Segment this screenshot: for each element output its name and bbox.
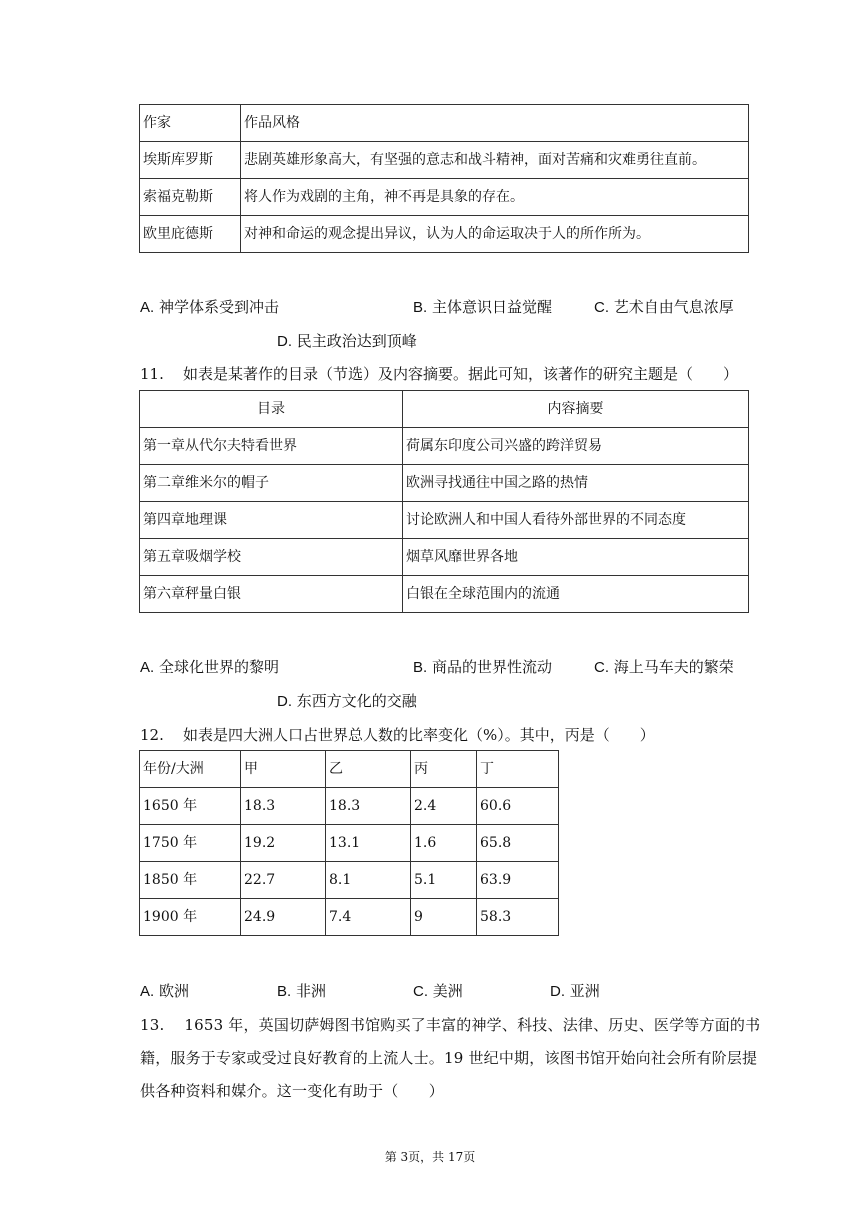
table-cell: 5.1 — [411, 862, 477, 899]
option-letter: B. — [413, 299, 428, 316]
table-cell: 将人作为戏剧的主角，神不再是具象的存在。 — [241, 179, 749, 216]
table-cell: 甲 — [241, 751, 326, 788]
q11-table — [139, 390, 749, 613]
table-cell: 13.1 — [326, 825, 411, 862]
table-cell: 作品风格 — [241, 105, 749, 142]
table-cell: 24.9 — [241, 899, 326, 936]
q13-line-3: 供各种资料和媒介。这一变化有助于（ ） — [140, 1082, 445, 1100]
q11-option-a[interactable] — [140, 656, 279, 677]
table-cell: 8.1 — [326, 862, 411, 899]
table-cell: 1850 年 — [140, 862, 241, 899]
table-cell: 1650 年 — [140, 788, 241, 825]
q13-line-2: 籍，服务于专家或受过良好教育的上流人士。19 世纪中期，该图书馆开始向社会所有阶层提 — [140, 1049, 758, 1067]
q11-option-c[interactable] — [594, 656, 734, 677]
table-cell: 荷属东印度公司兴盛的跨洋贸易 — [403, 428, 749, 465]
table-cell: 目录 — [140, 391, 403, 428]
question-number: 12. — [140, 726, 164, 744]
q11-option-d[interactable] — [277, 690, 417, 711]
q12-table — [139, 750, 559, 936]
q11-option-b[interactable] — [413, 656, 552, 677]
table-cell: 2.4 — [411, 788, 477, 825]
q10-option-a[interactable] — [140, 296, 279, 317]
table-cell: 对神和命运的观念提出异议，认为人的命运取决于人的所作所为。 — [241, 216, 749, 253]
option-text: 亚洲 — [569, 982, 600, 1000]
table-cell: 索福克勒斯 — [140, 179, 241, 216]
table-row — [140, 216, 749, 253]
q12-option-d[interactable] — [550, 980, 600, 1001]
table-cell: 埃斯库罗斯 — [140, 142, 241, 179]
option-letter: D. — [277, 333, 292, 350]
option-text: 美洲 — [432, 982, 463, 1000]
table-cell: 65.8 — [477, 825, 559, 862]
table-row — [140, 899, 559, 936]
table-header-row — [140, 751, 559, 788]
table-cell: 第二章维米尔的帽子 — [140, 465, 403, 502]
q12-option-c[interactable] — [413, 980, 463, 1001]
table-row — [140, 179, 749, 216]
option-letter: B. — [413, 659, 428, 676]
option-text: 欧洲 — [158, 982, 189, 1000]
question-text: 如表是四大洲人口占世界总人数的比率变化（%）。其中，丙是（ ） — [182, 726, 655, 744]
option-text: 商品的世界性流动 — [431, 658, 552, 676]
table-cell: 年份/大洲 — [140, 751, 241, 788]
table-cell: 丁 — [477, 751, 559, 788]
table-row — [140, 788, 559, 825]
question-text: 如表是某著作的目录（节选）及内容摘要。据此可知，该著作的研究主题是（ ） — [182, 365, 738, 383]
table-cell: 烟草风靡世界各地 — [403, 539, 749, 576]
table-cell: 第四章地理课 — [140, 502, 403, 539]
table-row — [140, 428, 749, 465]
table-cell: 60.6 — [477, 788, 559, 825]
question-text: 1653 年，英国切萨姆图书馆购买了丰富的神学、科技、法律、历史、医学等方面的书 — [184, 1016, 761, 1034]
option-letter: D. — [277, 693, 292, 710]
table-cell: 白银在全球范围内的流通 — [403, 576, 749, 613]
option-letter: A. — [140, 659, 155, 676]
option-letter: A. — [140, 299, 155, 316]
q12-option-b[interactable] — [277, 980, 326, 1001]
table-row — [140, 576, 749, 613]
q12-stem — [140, 724, 655, 745]
table-cell: 第六章秤量白银 — [140, 576, 403, 613]
option-letter: C. — [413, 983, 428, 1000]
q10-option-b[interactable] — [413, 296, 552, 317]
table-cell: 19.2 — [241, 825, 326, 862]
table-cell: 悲剧英雄形象高大，有坚强的意志和战斗精神，面对苦痛和灾难勇往直前。 — [241, 142, 749, 179]
table-cell: 1750 年 — [140, 825, 241, 862]
table-cell: 9 — [411, 899, 477, 936]
table-row — [140, 465, 749, 502]
table-cell: 欧里庇德斯 — [140, 216, 241, 253]
q11-stem — [140, 363, 738, 384]
table-cell: 欧洲寻找通往中国之路的热情 — [403, 465, 749, 502]
option-text: 非洲 — [295, 982, 326, 1000]
q10-option-c[interactable] — [594, 296, 734, 317]
option-letter: D. — [550, 983, 565, 1000]
table-header-row — [140, 391, 749, 428]
table-cell: 内容摘要 — [403, 391, 749, 428]
option-text: 民主政治达到顶峰 — [296, 332, 417, 350]
table-cell: 讨论欧洲人和中国人看待外部世界的不同态度 — [403, 502, 749, 539]
option-letter: C. — [594, 299, 609, 316]
table-cell: 58.3 — [477, 899, 559, 936]
option-letter: A. — [140, 983, 155, 1000]
q12-option-a[interactable] — [140, 980, 189, 1001]
table-cell: 7.4 — [326, 899, 411, 936]
option-text: 全球化世界的黎明 — [158, 658, 279, 676]
table-cell: 乙 — [326, 751, 411, 788]
q10-table — [139, 104, 749, 253]
table-row — [140, 862, 559, 899]
table-cell: 22.7 — [241, 862, 326, 899]
page-footer: 第 3页，共 17页 — [384, 1150, 476, 1164]
option-text: 东西方文化的交融 — [296, 692, 417, 710]
option-letter: C. — [594, 659, 609, 676]
table-row — [140, 502, 749, 539]
table-cell: 18.3 — [326, 788, 411, 825]
question-number: 13. — [140, 1016, 165, 1034]
table-row — [140, 539, 749, 576]
option-text: 神学体系受到冲击 — [158, 298, 279, 316]
option-text: 主体意识日益觉醒 — [431, 298, 552, 316]
q13-line-1 — [140, 1014, 760, 1035]
question-number: 11. — [140, 365, 164, 383]
table-cell: 丙 — [411, 751, 477, 788]
q10-option-d[interactable] — [277, 330, 417, 351]
table-row — [140, 142, 749, 179]
option-letter: B. — [277, 983, 292, 1000]
table-cell: 第一章从代尔夫特看世界 — [140, 428, 403, 465]
table-cell: 18.3 — [241, 788, 326, 825]
table-row — [140, 825, 559, 862]
option-text: 海上马车夫的繁荣 — [613, 658, 734, 676]
table-cell: 63.9 — [477, 862, 559, 899]
table-header-row — [140, 105, 749, 142]
table-cell: 1.6 — [411, 825, 477, 862]
option-text: 艺术自由气息浓厚 — [613, 298, 734, 316]
table-cell: 第五章吸烟学校 — [140, 539, 403, 576]
table-cell: 作家 — [140, 105, 241, 142]
table-cell: 1900 年 — [140, 899, 241, 936]
